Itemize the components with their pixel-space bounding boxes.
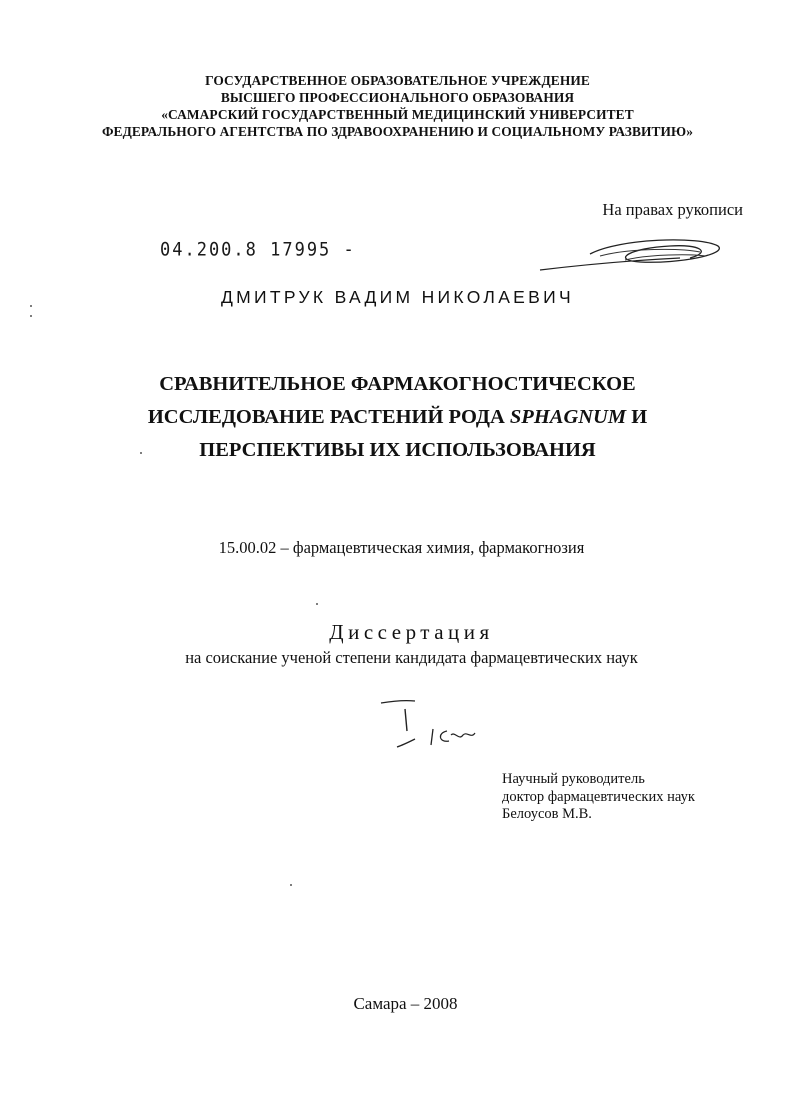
supervisor-degree: доктор фармацевтических наук — [502, 788, 695, 805]
handwritten-mark — [375, 695, 485, 755]
supervisor-name: Белоусов М.В. — [502, 806, 592, 822]
rights-note: На правах рукописи — [602, 200, 743, 219]
title-line-2 — [0, 401, 795, 434]
degree-line: на соискание ученой степени кандидата фармацевтических наук — [185, 648, 638, 667]
title-line-2-suffix: И — [631, 406, 648, 428]
institution-line-4: ФЕДЕРАЛЬНОГО АГЕНТСТВА ПО ЗДРАВООХРАНЕНИЮ И СОЦИАЛЬНОМУ РАЗВИТИЮ» — [101, 124, 694, 139]
supervisor-role: Научный руководитель — [502, 771, 645, 787]
scan-speck — [140, 452, 142, 454]
genus-name: SPHAGNUM — [509, 406, 627, 428]
institution-line-2: ВЫСШЕГО ПРОФЕССИОНАЛЬНОГО ОБРАЗОВАНИЯ — [220, 90, 575, 105]
archive-stamp-number: 04.200.8 17995 — [160, 238, 332, 262]
author-name: ДМИТРУК ВАДИМ НИКОЛАЕВИЧ — [221, 287, 574, 307]
scan-speck — [30, 305, 32, 307]
specialty-code: 15.00.02 – фармацевтическая химия, фармакогнозия — [218, 538, 585, 557]
archive-stamp: 04.200.8 17995 - — [160, 238, 356, 262]
place-year: Самара – 2008 — [353, 994, 458, 1013]
institution-header — [0, 72, 795, 140]
institution-line-3: «САМАРСКИЙ ГОСУДАРСТВЕННЫЙ МЕДИЦИНСКИЙ УНИВЕРСИТЕТ — [161, 107, 634, 122]
title-line-1: СРАВНИТЕЛЬНОЕ ФАРМАКОГНОСТИЧЕСКОЕ — [159, 373, 636, 395]
scan-speck — [30, 315, 32, 317]
institution-line-1: ГОСУДАРСТВЕННОЕ ОБРАЗОВАТЕЛЬНОЕ УЧРЕЖДЕНИЕ — [205, 73, 590, 88]
scan-speck — [290, 884, 292, 886]
title-line-3: ПЕРСПЕКТИВЫ ИХ ИСПОЛЬЗОВАНИЯ — [199, 439, 596, 461]
dissertation-label: Диссертация — [329, 620, 494, 644]
dissertation-title — [0, 368, 795, 467]
title-line-2-prefix: ИССЛЕДОВАНИЕ РАСТЕНИЙ РОДА — [147, 406, 505, 428]
scan-speck — [316, 603, 318, 605]
supervisor-block — [502, 771, 695, 824]
author-signature — [530, 234, 730, 278]
